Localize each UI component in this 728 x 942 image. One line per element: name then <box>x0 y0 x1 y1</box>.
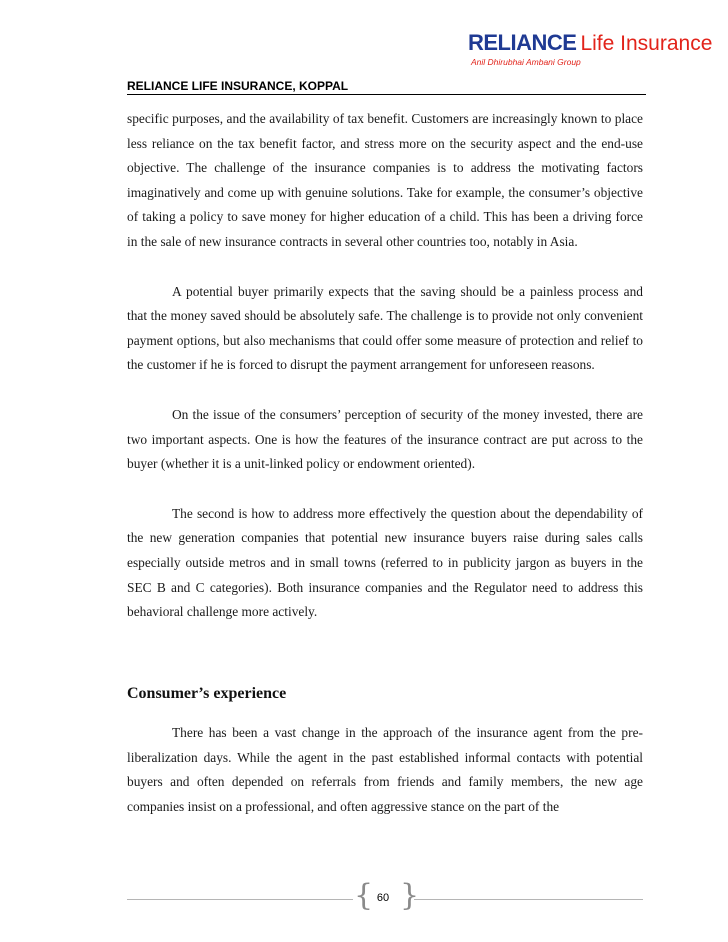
logo-brand-text: RELIANCE <box>468 30 577 55</box>
page-header-title: RELIANCE LIFE INSURANCE, KOPPAL <box>127 79 349 93</box>
paragraph-5: There has been a vast change in the approach of the insurance agent from the pre-liberalization days. While the agent in the past established informal contacts with potential buyers and often depended on referrals from friends and family members, the new age companies insist on a professional, and often aggressive stance on the part of the <box>127 725 643 815</box>
section-heading: Consumer’s experience <box>127 684 287 702</box>
header-divider <box>127 94 646 95</box>
right-bracket-icon: } <box>400 878 420 913</box>
logo-wordmark <box>468 30 712 56</box>
paragraph-1: specific purposes, and the availability of tax benefit. Customers are increasingly known to place less reliance on the tax benefit factor, and stress more on the security aspect and the end-use objective. The challenge of the insurance companies is to address the motivating factors imaginatively and come up with genuine solutions. Take for example, the consumer’s objective of taking a policy to save money for higher education of a child. This has been a driving force in the sale of new insurance contracts in several other countries too, notably in Asia. <box>127 111 643 249</box>
document-body <box>127 107 643 820</box>
logo-product-text: Life Insurance <box>580 32 713 55</box>
reliance-logo <box>468 30 713 70</box>
page-number: 60 <box>376 892 390 904</box>
footer-rule-right <box>414 899 643 900</box>
left-bracket-icon: { <box>354 878 374 913</box>
logo-group-text: Anil Dhirubhai Ambani Group <box>471 57 581 67</box>
footer-rule-left <box>127 899 353 900</box>
paragraph-3: On the issue of the consumers’ perception of security of the money invested, there are two important aspects. One is how the features of the insurance contract are put across to the buyer (whether it is a unit-linked policy or endowment oriented). <box>127 406 643 472</box>
paragraph-4: The second is how to address more effectively the question about the dependability of the new generation companies that potential new insurance buyers raise during sales calls especially outside metros and in small towns (referred to in publicity jargon as buyers in the SEC B and C categories). Both insurance companies and the Regulator need to address this behavioral challenge more actively. <box>127 505 643 620</box>
paragraph-2: A potential buyer primarily expects that the saving should be a painless process and that the money saved should be absolutely safe. The challenge is to provide not only convenient payment options, but also mechanisms that could offer some measure of protection and relief to the customer if he is forced to disrupt the payment arrangement for unforeseen reasons. <box>127 283 643 373</box>
